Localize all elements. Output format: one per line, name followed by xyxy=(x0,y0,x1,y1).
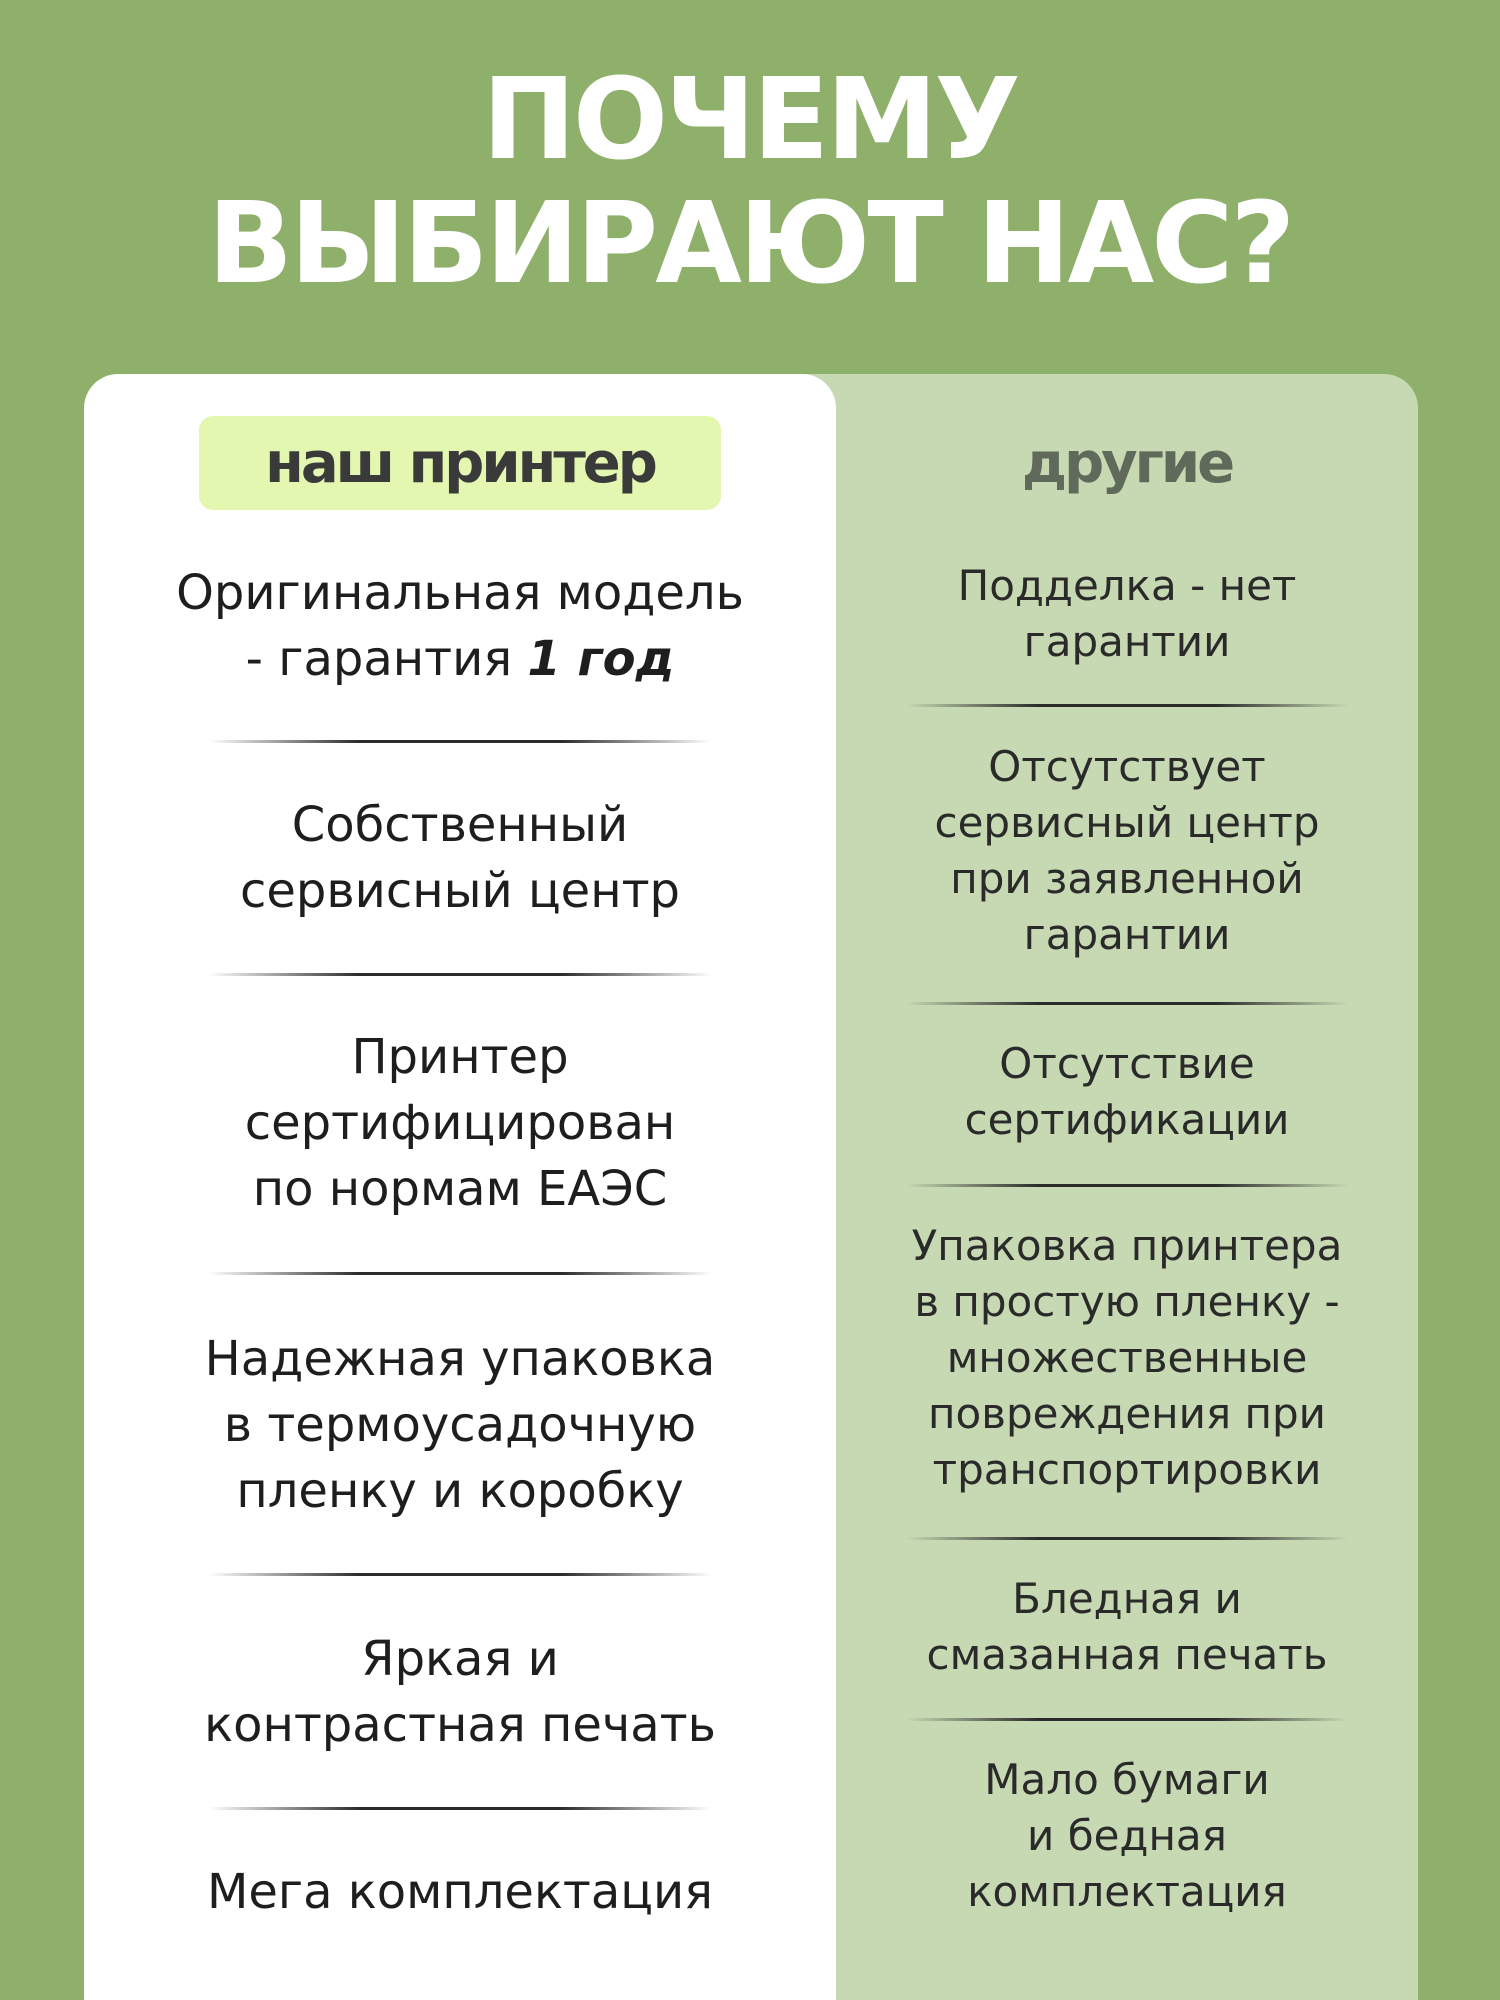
others-item-text: гарантии xyxy=(1023,910,1231,959)
ours-item-text: по нормам ЕАЭС xyxy=(252,1161,668,1217)
ours-item-text-part: - гарантия xyxy=(245,631,528,687)
others-item-service xyxy=(836,739,1418,963)
ours-item-warranty xyxy=(84,560,836,692)
divider xyxy=(906,1002,1348,1005)
others-item-text: Отсутствует xyxy=(988,742,1266,791)
others-item-text: Подделка - нет xyxy=(957,561,1297,610)
divider xyxy=(906,1537,1348,1540)
others-item-print xyxy=(836,1571,1418,1683)
ours-item-text xyxy=(84,626,836,692)
others-item-packaging xyxy=(836,1218,1418,1498)
ours-item-text: Надежная упаковка xyxy=(204,1331,716,1387)
ours-item-certified xyxy=(84,1024,836,1222)
ours-item-bundle xyxy=(84,1859,836,1925)
others-item-text: повреждения при xyxy=(928,1389,1326,1438)
ours-item-text: Оригинальная модель xyxy=(176,565,744,621)
our-printer-column xyxy=(84,374,836,2000)
divider xyxy=(209,973,711,976)
divider xyxy=(906,704,1348,707)
divider xyxy=(209,1807,711,1810)
divider xyxy=(906,1184,1348,1187)
comparison-card xyxy=(84,374,1418,2000)
others-item-text: множественные xyxy=(946,1333,1308,1382)
divider xyxy=(209,1272,711,1275)
ours-item-text: Яркая и xyxy=(361,1631,559,1687)
ours-item-text: сервисный центр xyxy=(239,863,680,919)
others-item-text: смазанная печать xyxy=(926,1630,1328,1679)
others-item-text: Отсутствие xyxy=(999,1039,1255,1088)
others-item-text: Мало бумаги xyxy=(984,1755,1270,1804)
divider xyxy=(906,1718,1348,1721)
our-printer-header: наш принтер xyxy=(199,416,721,510)
others-item-text: и бедная xyxy=(1027,1811,1227,1860)
ours-item-text: Собственный xyxy=(291,797,629,853)
others-item-text: гарантии xyxy=(1023,617,1231,666)
others-item-text: транспортировки xyxy=(932,1445,1322,1494)
title-line-1: ПОЧЕМУ xyxy=(482,55,1018,185)
ours-item-text: контрастная печать xyxy=(204,1697,716,1753)
divider xyxy=(209,740,711,743)
page-title xyxy=(0,55,1500,309)
others-item-text: в простую пленку - xyxy=(914,1277,1340,1326)
others-item-text: сервисный центр xyxy=(934,798,1320,847)
ours-item-text: сертифицирован xyxy=(244,1095,676,1151)
ours-item-print xyxy=(84,1626,836,1758)
ours-item-text: пленку и коробку xyxy=(236,1463,684,1519)
others-item-text: при заявленной xyxy=(950,854,1304,903)
ours-item-text: в термоусадочную xyxy=(223,1397,697,1453)
others-item-bundle xyxy=(836,1752,1418,1920)
ours-item-packaging xyxy=(84,1326,836,1524)
others-item-text: Бледная и xyxy=(1012,1574,1242,1623)
others-item-text: Упаковка принтера xyxy=(911,1221,1343,1270)
divider xyxy=(209,1573,711,1576)
ours-item-service xyxy=(84,792,836,924)
others-item-text: сертификации xyxy=(964,1095,1290,1144)
ours-item-text: Принтер xyxy=(351,1029,569,1085)
others-column xyxy=(836,374,1418,2000)
others-item-text: комплектация xyxy=(967,1867,1287,1916)
others-item-certification xyxy=(836,1036,1418,1148)
others-item-warranty xyxy=(836,558,1418,670)
ours-item-text: Мега комплектация xyxy=(206,1864,714,1920)
warranty-period: 1 год xyxy=(527,631,675,687)
others-header: другие xyxy=(1021,430,1233,496)
title-line-2: ВЫБИРАЮТ НАС? xyxy=(207,179,1293,309)
